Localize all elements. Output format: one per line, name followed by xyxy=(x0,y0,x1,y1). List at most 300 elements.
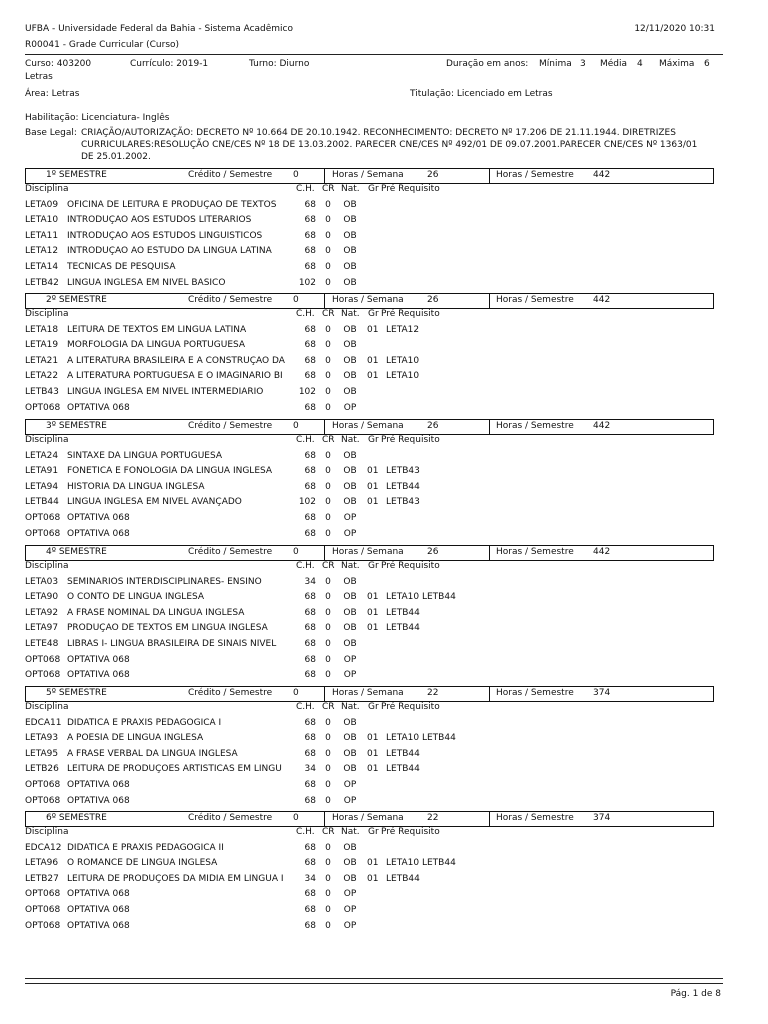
workload: 102 xyxy=(298,497,316,507)
prerequisite: LETB44 xyxy=(386,608,420,618)
prerequisite: LETA12 xyxy=(386,325,420,335)
avg-duration-value: 4 xyxy=(637,59,643,69)
course-code: LETA09 xyxy=(25,200,59,210)
nature: OB xyxy=(343,733,357,743)
course-code: LETA10 xyxy=(25,215,59,225)
column-header-prereq: Pré Requisito xyxy=(381,184,440,194)
column-header-cr: CR xyxy=(322,702,335,712)
nature: OB xyxy=(343,639,357,649)
credits: 0 xyxy=(325,356,331,366)
table-row xyxy=(0,718,768,732)
workload: 68 xyxy=(304,371,316,381)
credit-label: Crédito / Semestre xyxy=(188,170,273,180)
course-code: LETB27 xyxy=(25,874,59,884)
course-name: OPTATIVA 068 xyxy=(67,670,130,680)
course-code: Curso: 403200 xyxy=(25,59,92,69)
hours-semester-value: 442 xyxy=(593,547,611,557)
course-name: LEITURA DE TEXTOS EM LINGUA LATINA xyxy=(67,325,247,335)
course-name: LEITURA DE PRODUÇÕES DA MIDIA EM LINGUA I xyxy=(67,874,284,884)
hours-week-value: 22 xyxy=(427,688,439,698)
semester-header xyxy=(25,293,714,309)
hours-semester-value: 374 xyxy=(593,688,611,698)
credits: 0 xyxy=(325,858,331,868)
course-name: TÉCNICAS DE PESQUISA xyxy=(67,262,176,272)
footer-divider xyxy=(25,978,723,979)
nature: OB xyxy=(343,278,357,288)
legal-basis-label: Base Legal: xyxy=(25,128,77,138)
course-code: LETA93 xyxy=(25,733,59,743)
prerequisite: LETB44 xyxy=(386,482,420,492)
course-name: OPTATIVA 068 xyxy=(67,780,130,790)
column-header-cr: CR xyxy=(322,435,335,445)
workload: 68 xyxy=(304,858,316,868)
credits: 0 xyxy=(325,577,331,587)
course-code: LETA24 xyxy=(25,451,59,461)
course-name: OPTATIVA 068 xyxy=(67,921,130,931)
column-header-gr: Gr xyxy=(368,309,379,319)
semester-header xyxy=(25,686,714,702)
hours-week-value: 26 xyxy=(427,421,439,431)
column-header-ch: C.H. xyxy=(296,309,315,319)
group: 01 xyxy=(367,325,379,335)
prerequisite: LETB43 xyxy=(386,466,420,476)
course-name: SEMINÁRIOS INTERDISCIPLINARES- ENSINO xyxy=(67,577,262,587)
workload: 68 xyxy=(304,482,316,492)
workload: 102 xyxy=(298,278,316,288)
nature: OB xyxy=(343,843,357,853)
nature: OB xyxy=(343,371,357,381)
credits: 0 xyxy=(325,482,331,492)
credits: 0 xyxy=(325,670,331,680)
nature: OB xyxy=(343,608,357,618)
credit-label: Crédito / Semestre xyxy=(188,813,273,823)
nature: OP xyxy=(343,889,357,899)
workload: 68 xyxy=(304,451,316,461)
workload: 68 xyxy=(304,623,316,633)
credits: 0 xyxy=(325,733,331,743)
group: 01 xyxy=(367,858,379,868)
workload: 68 xyxy=(304,780,316,790)
course-code: LETA90 xyxy=(25,592,59,602)
workload: 68 xyxy=(304,403,316,413)
column-header-nat: Nat. xyxy=(341,435,360,445)
workload: 34 xyxy=(304,874,316,884)
table-row xyxy=(0,200,768,214)
legal-basis-line: CURRICULARES:RESOLUÇÃO CNE/CES Nº 18 DE 13.03.2002. PARECER CNE/CES Nº 492/01 DE 09.07.2001.PARECER CNE/CES Nº 1363/01 xyxy=(81,140,698,150)
column-header-cr: CR xyxy=(322,184,335,194)
course-code: LETB26 xyxy=(25,764,59,774)
course-code: OPT068 xyxy=(25,655,61,665)
table-row xyxy=(0,577,768,591)
workload: 102 xyxy=(298,387,316,397)
column-divider xyxy=(324,169,325,183)
column-header-nat: Nat. xyxy=(341,561,360,571)
credits: 0 xyxy=(325,278,331,288)
workload: 68 xyxy=(304,796,316,806)
hours-week-label: Horas / Semana xyxy=(332,688,404,698)
hours-semester-value: 442 xyxy=(593,421,611,431)
course-name: PRODUÇÃO DE TEXTOS EM LINGUA INGLESA xyxy=(67,623,268,633)
table-row xyxy=(0,921,768,935)
group: 01 xyxy=(367,371,379,381)
nature: OB xyxy=(343,874,357,884)
semester-header xyxy=(25,168,714,184)
course-code: LETA91 xyxy=(25,466,59,476)
credits: 0 xyxy=(325,718,331,728)
credits: 0 xyxy=(325,246,331,256)
nature: OP xyxy=(343,921,357,931)
course-code: LETA12 xyxy=(25,246,59,256)
avg-duration-label: Média xyxy=(600,59,628,69)
workload: 68 xyxy=(304,889,316,899)
nature: OB xyxy=(343,200,357,210)
report-datetime: 12/11/2020 10:31 xyxy=(634,24,715,34)
workload: 68 xyxy=(304,608,316,618)
column-header-ch: C.H. xyxy=(296,435,315,445)
column-divider xyxy=(324,687,325,701)
group: 01 xyxy=(367,497,379,507)
nature: OP xyxy=(343,403,357,413)
credits: 0 xyxy=(325,796,331,806)
table-row xyxy=(0,340,768,354)
hours-semester-label: Horas / Semestre xyxy=(496,688,574,698)
table-row xyxy=(0,497,768,511)
course-name: DIDÁTICA E PRAXIS PEDAGÓGICA I xyxy=(67,718,222,728)
qualification: Habilitação: Licenciatura- Inglês xyxy=(25,113,170,123)
credits: 0 xyxy=(325,451,331,461)
course-name: OPTATIVA 068 xyxy=(67,529,130,539)
course-code: LETA18 xyxy=(25,325,59,335)
course-code: LETA94 xyxy=(25,482,59,492)
table-row xyxy=(0,356,768,370)
credit-label: Crédito / Semestre xyxy=(188,547,273,557)
course-code: LETA92 xyxy=(25,608,59,618)
group: 01 xyxy=(367,733,379,743)
nature: OB xyxy=(343,764,357,774)
footer-divider xyxy=(25,983,723,984)
workload: 68 xyxy=(304,921,316,931)
column-header-gr: Gr xyxy=(368,184,379,194)
table-row xyxy=(0,780,768,794)
workload: 68 xyxy=(304,843,316,853)
nature: OB xyxy=(343,858,357,868)
nature: OB xyxy=(343,246,357,256)
nature: OB xyxy=(343,340,357,350)
hours-semester-value: 374 xyxy=(593,813,611,823)
course-code: LETA97 xyxy=(25,623,59,633)
nature: OB xyxy=(343,231,357,241)
nature: OB xyxy=(343,497,357,507)
course-name: OPTATIVA 068 xyxy=(67,403,130,413)
nature: OP xyxy=(343,529,357,539)
nature: OB xyxy=(343,482,357,492)
workload: 68 xyxy=(304,356,316,366)
credits: 0 xyxy=(325,513,331,523)
prerequisite: LETA10 LETB44 xyxy=(386,858,456,868)
course-name: O CONTO DE LINGUA INGLESA xyxy=(67,592,205,602)
credits: 0 xyxy=(325,340,331,350)
column-header-discipline: Disciplina xyxy=(25,561,69,571)
column-divider xyxy=(324,294,325,308)
credit-label: Crédito / Semestre xyxy=(188,688,273,698)
column-divider xyxy=(489,812,490,826)
course-name: Letras xyxy=(25,72,53,82)
table-row xyxy=(0,843,768,857)
credits: 0 xyxy=(325,231,331,241)
workload: 68 xyxy=(304,639,316,649)
credits: 0 xyxy=(325,655,331,665)
degree-title: Titulação: Licenciado em Letras xyxy=(410,89,553,99)
hours-week-value: 26 xyxy=(427,295,439,305)
prerequisite: LETA10 LETB44 xyxy=(386,592,456,602)
course-code: LETA95 xyxy=(25,749,59,759)
column-header-discipline: Disciplina xyxy=(25,184,69,194)
course-code: LETA21 xyxy=(25,356,59,366)
credit-value: 0 xyxy=(293,813,299,823)
legal-basis-line: DE 25.01.2002. xyxy=(81,152,151,162)
prerequisite: LETA10 LETB44 xyxy=(386,733,456,743)
hours-week-value: 22 xyxy=(427,813,439,823)
max-duration-label: Máxima xyxy=(659,59,695,69)
course-code: LETA03 xyxy=(25,577,59,587)
course-name: LINGUA INGLESA EM NIVEL AVANÇADO xyxy=(67,497,242,507)
hours-week-value: 26 xyxy=(427,547,439,557)
credit-value: 0 xyxy=(293,421,299,431)
credits: 0 xyxy=(325,497,331,507)
credits: 0 xyxy=(325,749,331,759)
shift: Turno: Diurno xyxy=(249,59,310,69)
system-title: UFBA - Universidade Federal da Bahia - Sistema Acadêmico xyxy=(25,24,294,34)
column-header-prereq: Pré Requisito xyxy=(381,561,440,571)
credits: 0 xyxy=(325,608,331,618)
nature: OB xyxy=(343,623,357,633)
course-name: LINGUA INGLESA EM NIVEL BÁSICO xyxy=(67,278,226,288)
nature: OB xyxy=(343,749,357,759)
column-header-gr: Gr xyxy=(368,702,379,712)
course-name: HISTÓRIA DA LINGUA INGLESA xyxy=(67,482,205,492)
course-code: OPT068 xyxy=(25,529,61,539)
course-name: A POESIA DE LINGUA INGLESA xyxy=(67,733,204,743)
course-code: LETB44 xyxy=(25,497,59,507)
credits: 0 xyxy=(325,623,331,633)
credits: 0 xyxy=(325,529,331,539)
table-row xyxy=(0,482,768,496)
prerequisite: LETB44 xyxy=(386,764,420,774)
course-name: A FRASE VERBAL DA LINGUA INGLESA xyxy=(67,749,238,759)
course-code: LETA14 xyxy=(25,262,59,272)
min-duration-label: Mínima xyxy=(539,59,572,69)
prerequisite: LETB44 xyxy=(386,623,420,633)
course-name: LINGUA INGLESA EM NIVEL INTERMEDIÁRIO xyxy=(67,387,264,397)
column-divider xyxy=(324,420,325,434)
workload: 68 xyxy=(304,262,316,272)
table-row xyxy=(0,749,768,763)
table-row xyxy=(0,215,768,229)
column-header-discipline: Disciplina xyxy=(25,702,69,712)
table-row xyxy=(0,529,768,543)
hours-semester-label: Horas / Semestre xyxy=(496,170,574,180)
column-header-gr: Gr xyxy=(368,827,379,837)
course-code: EDCA11 xyxy=(25,718,62,728)
area: Área: Letras xyxy=(25,89,80,99)
column-divider xyxy=(489,294,490,308)
table-row xyxy=(0,262,768,276)
table-row xyxy=(0,905,768,919)
column-header-prereq: Pré Requisito xyxy=(381,827,440,837)
hours-semester-label: Horas / Semestre xyxy=(496,547,574,557)
table-row xyxy=(0,325,768,339)
nature: OP xyxy=(343,796,357,806)
column-divider xyxy=(489,169,490,183)
semester-header xyxy=(25,811,714,827)
hours-week-label: Horas / Semana xyxy=(332,295,404,305)
workload: 34 xyxy=(304,577,316,587)
hours-semester-label: Horas / Semestre xyxy=(496,295,574,305)
course-name: INTRODUÇÃO AOS ESTUDOS LITERÁRIOS xyxy=(67,215,252,225)
nature: OP xyxy=(343,655,357,665)
nature: OB xyxy=(343,325,357,335)
report-code: R00041 - Grade Curricular (Curso) xyxy=(25,40,180,50)
group: 01 xyxy=(367,482,379,492)
prerequisite: LETA10 xyxy=(386,356,420,366)
hours-semester-label: Horas / Semestre xyxy=(496,813,574,823)
course-name: O ROMANCE DE LINGUA INGLESA xyxy=(67,858,218,868)
course-name: A LITERATURA PORTUGUESA E O IMAGINÁRIO BI xyxy=(67,371,283,381)
course-name: INTRODUÇÃO AOS ESTUDOS LINGÜISTICOS xyxy=(67,231,263,241)
duration-label: Duração em anos: xyxy=(446,59,529,69)
column-divider xyxy=(489,546,490,560)
course-code: LETA11 xyxy=(25,231,59,241)
course-name: OPTATIVA 068 xyxy=(67,889,130,899)
group: 01 xyxy=(367,874,379,884)
table-row xyxy=(0,278,768,292)
table-row xyxy=(0,655,768,669)
course-name: OPTATIVA 068 xyxy=(67,655,130,665)
table-row xyxy=(0,466,768,480)
course-code: LETA22 xyxy=(25,371,59,381)
credits: 0 xyxy=(325,874,331,884)
course-code: OPT068 xyxy=(25,796,61,806)
prerequisite: LETB43 xyxy=(386,497,420,507)
workload: 68 xyxy=(304,325,316,335)
curriculum: Currículo: 2019-1 xyxy=(130,59,209,69)
nature: OP xyxy=(343,905,357,915)
course-name: A FRASE NOMINAL DA LINGUA INGLESA xyxy=(67,608,245,618)
column-header-ch: C.H. xyxy=(296,827,315,837)
group: 01 xyxy=(367,764,379,774)
credits: 0 xyxy=(325,921,331,931)
course-name: SINTAXE DA LINGUA PORTUGUESA xyxy=(67,451,223,461)
column-header-prereq: Pré Requisito xyxy=(381,309,440,319)
table-row xyxy=(0,733,768,747)
credit-value: 0 xyxy=(293,170,299,180)
nature: OB xyxy=(343,577,357,587)
credits: 0 xyxy=(325,466,331,476)
workload: 68 xyxy=(304,733,316,743)
semester-title: 5º SEMESTRE xyxy=(46,688,107,698)
nature: OP xyxy=(343,513,357,523)
table-row xyxy=(0,796,768,810)
course-code: LETB42 xyxy=(25,278,59,288)
table-row xyxy=(0,874,768,888)
column-divider xyxy=(324,546,325,560)
header-divider xyxy=(25,54,723,55)
semester-title: 1º SEMESTRE xyxy=(46,170,107,180)
credit-value: 0 xyxy=(293,547,299,557)
column-header-ch: C.H. xyxy=(296,702,315,712)
credits: 0 xyxy=(325,262,331,272)
workload: 68 xyxy=(304,718,316,728)
course-code: OPT068 xyxy=(25,905,61,915)
semester-header xyxy=(25,545,714,561)
group: 01 xyxy=(367,466,379,476)
credits: 0 xyxy=(325,387,331,397)
course-code: LETA96 xyxy=(25,858,59,868)
nature: OP xyxy=(343,780,357,790)
column-header-discipline: Disciplina xyxy=(25,309,69,319)
credits: 0 xyxy=(325,592,331,602)
prerequisite: LETB44 xyxy=(386,874,420,884)
column-header-cr: CR xyxy=(322,561,335,571)
group: 01 xyxy=(367,608,379,618)
group: 01 xyxy=(367,749,379,759)
course-code: OPT068 xyxy=(25,513,61,523)
course-code: EDCA12 xyxy=(25,843,62,853)
hours-semester-value: 442 xyxy=(593,170,611,180)
credits: 0 xyxy=(325,200,331,210)
group: 01 xyxy=(367,356,379,366)
column-header-discipline: Disciplina xyxy=(25,435,69,445)
column-header-discipline: Disciplina xyxy=(25,827,69,837)
column-header-gr: Gr xyxy=(368,435,379,445)
workload: 68 xyxy=(304,231,316,241)
course-name: OFICINA DE LEITURA E PRODUÇÃO DE TEXTOS xyxy=(67,200,277,210)
page-number: Pág. 1 de 8 xyxy=(670,989,721,999)
credit-value: 0 xyxy=(293,295,299,305)
course-name: DIDÁTICA E PRAXIS PEDAGÓGICA II xyxy=(67,843,224,853)
course-name: LIBRAS I- LÍNGUA BRASILEIRA DE SINAIS NIVEL xyxy=(67,639,277,649)
semester-title: 2º SEMESTRE xyxy=(46,295,107,305)
column-header-gr: Gr xyxy=(368,561,379,571)
course-name: MORFOLOGIA DA LINGUA PORTUGUESA xyxy=(67,340,246,350)
group: 01 xyxy=(367,592,379,602)
credits: 0 xyxy=(325,403,331,413)
hours-week-label: Horas / Semana xyxy=(332,170,404,180)
course-code: OPT068 xyxy=(25,403,61,413)
workload: 68 xyxy=(304,200,316,210)
course-code: OPT068 xyxy=(25,670,61,680)
nature: OB xyxy=(343,718,357,728)
workload: 68 xyxy=(304,340,316,350)
column-header-nat: Nat. xyxy=(341,827,360,837)
course-name: OPTATIVA 068 xyxy=(67,796,130,806)
nature: OB xyxy=(343,387,357,397)
column-divider xyxy=(489,420,490,434)
credit-label: Crédito / Semestre xyxy=(188,295,273,305)
hours-week-value: 26 xyxy=(427,170,439,180)
column-divider xyxy=(489,687,490,701)
nature: OB xyxy=(343,356,357,366)
column-header-cr: CR xyxy=(322,309,335,319)
min-duration-value: 3 xyxy=(580,59,586,69)
table-row xyxy=(0,371,768,385)
column-divider xyxy=(324,812,325,826)
course-name: LEITURA DE PRODUÇÕES ARTISTICAS EM LINGU xyxy=(67,764,282,774)
column-header-prereq: Pré Requisito xyxy=(381,702,440,712)
course-code: OPT068 xyxy=(25,780,61,790)
column-header-prereq: Pré Requisito xyxy=(381,435,440,445)
credit-label: Crédito / Semestre xyxy=(188,421,273,431)
